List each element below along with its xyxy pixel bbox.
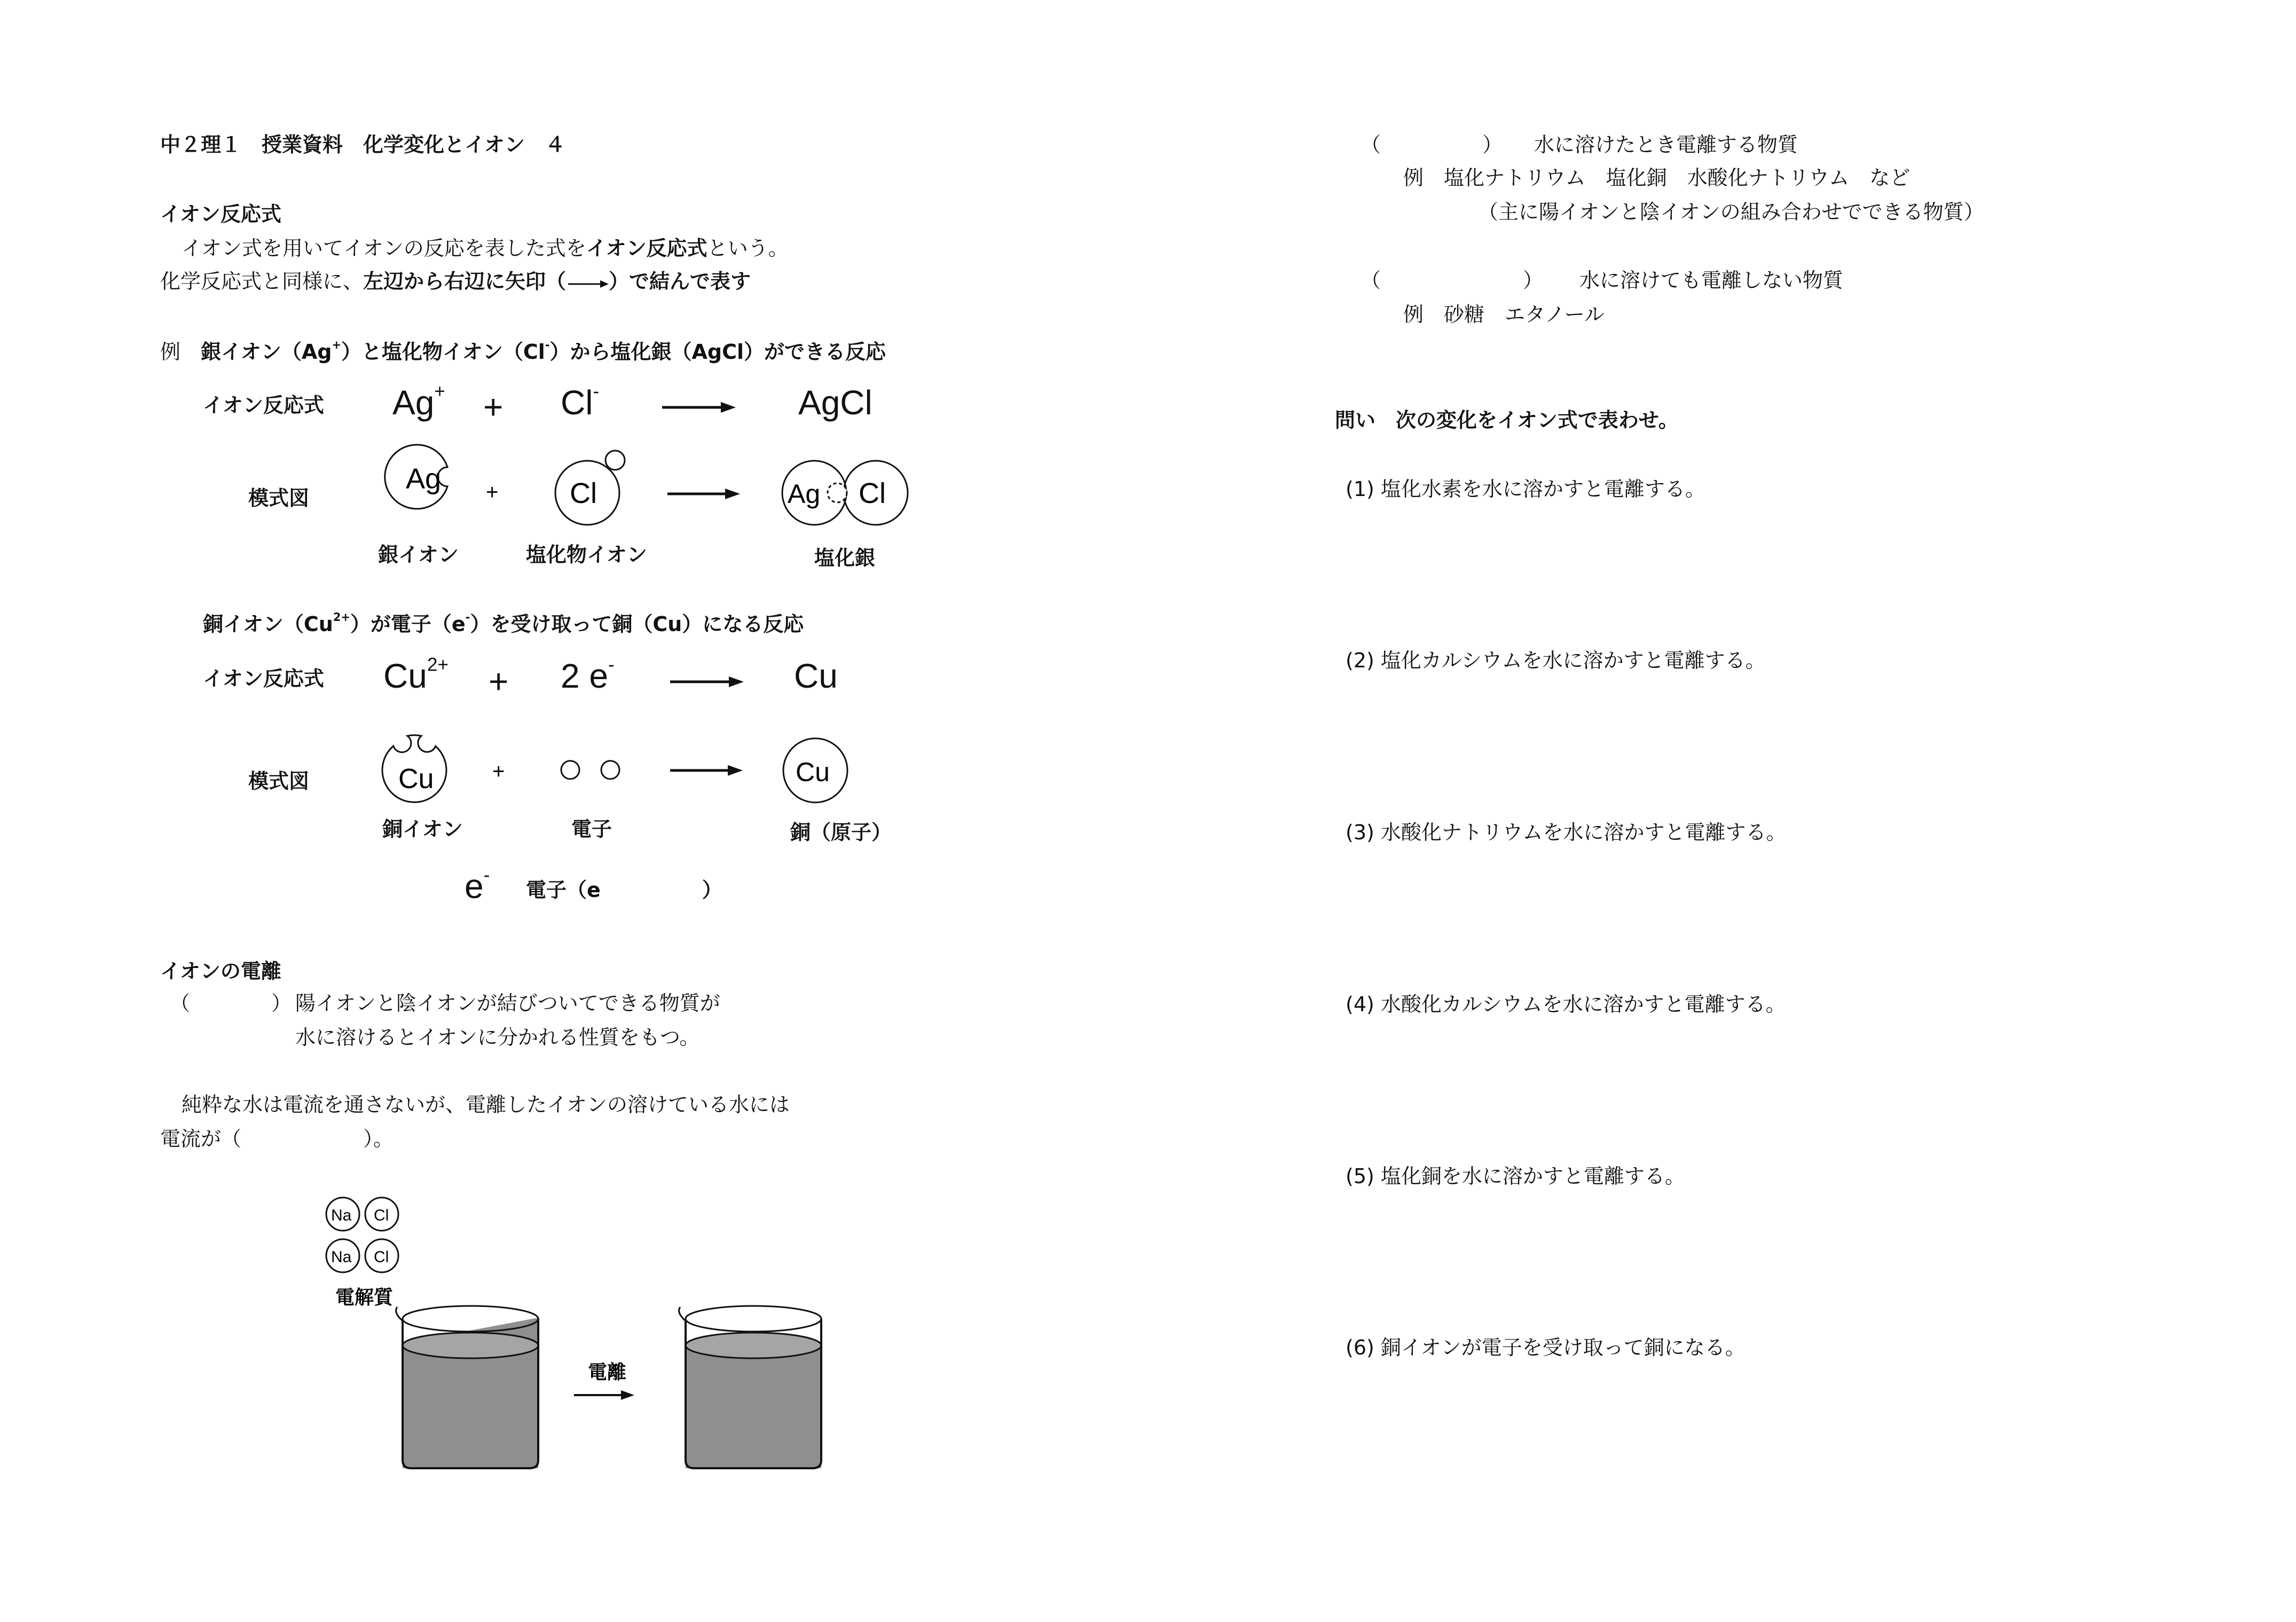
formula-cu: Cu xyxy=(794,657,838,695)
cu-ion-model xyxy=(382,735,446,802)
electron-icon xyxy=(601,761,619,779)
definition-line-1: イオン式を用いてイオンの反応を表した式をイオン反応式という。 xyxy=(182,237,789,260)
formula-electrons: 2 e- xyxy=(561,654,615,695)
ionization-diagram xyxy=(315,1185,881,1484)
nonelectrolyte-description: 水に溶けても電離しない物質 xyxy=(1579,269,1844,292)
model-diagram-cu xyxy=(374,721,876,828)
inline-arrow-icon xyxy=(566,278,609,288)
electrolyte-definition-1: 陽イオンと陰イオンが結びついてできる物質が xyxy=(295,991,720,1015)
cu-atom-model xyxy=(783,738,847,802)
blank-electrolyte: （ ） xyxy=(170,991,292,1015)
electrolyte-examples: 例 塩化ナトリウム 塩化銅 水酸化ナトリウム など xyxy=(1403,166,1910,190)
electrolyte-description: 水に溶けたとき電離する物質 xyxy=(1534,133,1798,156)
cl-ion-model xyxy=(555,451,625,525)
question-1: (1) 塩化水素を水に溶かすと電離する。 xyxy=(1346,477,1705,501)
example-1-heading: 例 銀イオン（Ag+）と塩化物イオン（Cl-）から塩化銀（AgCl）ができる反応 xyxy=(160,338,886,364)
reaction-arrow-icon xyxy=(662,399,737,415)
caption-electron: 電子 xyxy=(571,817,612,841)
plus-sign: + xyxy=(483,388,504,426)
ion-equation-label-2: イオン反応式 xyxy=(203,667,324,690)
caption-silver-chloride: 塩化銀 xyxy=(814,546,876,570)
reaction-arrow-icon-2 xyxy=(670,674,745,690)
model-plus-1: + xyxy=(486,481,499,504)
conductivity-text-1: 純粋な水は電流を通さないが、電離したイオンの溶けている水には xyxy=(182,1093,790,1116)
electron-symbol: e- xyxy=(465,864,490,906)
svg-text:Cl: Cl xyxy=(374,1207,389,1224)
ag-ion-model xyxy=(385,445,447,509)
model-plus-2: + xyxy=(492,760,505,783)
formula-ag-ion: Ag+ xyxy=(392,381,445,422)
dissociation-arrow-icon xyxy=(574,1390,634,1400)
page-title: 中２理１ 授業資料 化学変化とイオン ４ xyxy=(160,133,565,156)
svg-text:Cl: Cl xyxy=(570,477,597,509)
conductivity-text-2: 電流が（ ）。 xyxy=(160,1127,394,1151)
model-label-2: 模式図 xyxy=(248,769,310,793)
svg-text:Cl: Cl xyxy=(859,477,886,509)
question-6: (6) 銅イオンが電子を受け取って銅になる。 xyxy=(1346,1336,1745,1359)
question-5: (5) 塩化銅を水に溶かすと電離する。 xyxy=(1346,1164,1685,1188)
question-3: (3) 水酸化ナトリウムを水に溶かすと電離する。 xyxy=(1346,821,1787,844)
electrolyte-note: （主に陽イオンと陰イオンの組み合わせでできる物質） xyxy=(1478,200,1984,224)
blank-electrolyte-term: （ ） xyxy=(1361,133,1503,156)
formula-agcl: AgCl xyxy=(798,383,872,422)
nacl-molecule xyxy=(326,1239,398,1272)
caption-copper-atom: 銅（原子） xyxy=(790,821,892,844)
svg-text:Na: Na xyxy=(331,1207,352,1224)
model-arrow-icon-2 xyxy=(670,765,743,776)
example-2-heading: 銅イオン$(Cu^{2+})$が電子（e-）を受け取って銅（Cu）になる反応 xyxy=(203,611,804,636)
svg-text:Cu: Cu xyxy=(398,763,434,794)
definition-line-2: 化学反応式と同様に、左辺から右辺に矢印（ ）で結んで表す xyxy=(160,270,751,293)
question-2: (2) 塩化カルシウムを水に溶かすと電離する。 xyxy=(1346,649,1766,672)
model-label-1: 模式図 xyxy=(248,486,310,510)
nonelectrolyte-examples: 例 砂糖 エタノール xyxy=(1403,303,1605,326)
ion-equation-label-1: イオン反応式 xyxy=(203,393,324,417)
beaker-left xyxy=(396,1306,538,1468)
svg-text:Ag: Ag xyxy=(788,479,821,509)
electron-definition-blank: 電子（e ） xyxy=(526,878,722,902)
model-arrow-icon xyxy=(667,489,740,499)
question-heading: 問い 次の変化をイオン式で表わせ。 xyxy=(1335,408,1679,432)
section-heading-ion-equation: イオン反応式 xyxy=(160,202,281,226)
formula-cu-ion: $Cu^{2+}$ xyxy=(383,654,449,695)
svg-text:Cl: Cl xyxy=(374,1248,389,1266)
beaker-right xyxy=(679,1306,821,1468)
svg-text:Cu: Cu xyxy=(796,757,830,787)
electrolyte-label: 電解質 xyxy=(335,1286,394,1308)
nacl-molecule xyxy=(326,1198,398,1231)
blank-nonelectrolyte-term: （ ） xyxy=(1361,269,1544,292)
electron-icon xyxy=(561,761,579,779)
dissociation-label: 電離 xyxy=(588,1361,627,1383)
svg-text:Ag: Ag xyxy=(406,463,442,495)
formula-cl-ion: Cl- xyxy=(561,381,600,422)
section-heading-ionization: イオンの電離 xyxy=(160,959,281,983)
plus-sign-2: + xyxy=(489,662,509,700)
question-4: (4) 水酸化カルシウムを水に溶かすと電離する。 xyxy=(1346,993,1786,1016)
caption-silver-ion: 銀イオン xyxy=(378,543,459,566)
agcl-model xyxy=(782,461,908,525)
electrolyte-definition-2: 水に溶けるとイオンに分かれる性質をもつ。 xyxy=(295,1026,700,1049)
model-diagram-agcl xyxy=(374,438,918,545)
caption-chloride-ion: 塩化物イオン xyxy=(526,543,647,566)
svg-text:Na: Na xyxy=(331,1248,352,1266)
caption-copper-ion: 銅イオン xyxy=(382,817,463,841)
